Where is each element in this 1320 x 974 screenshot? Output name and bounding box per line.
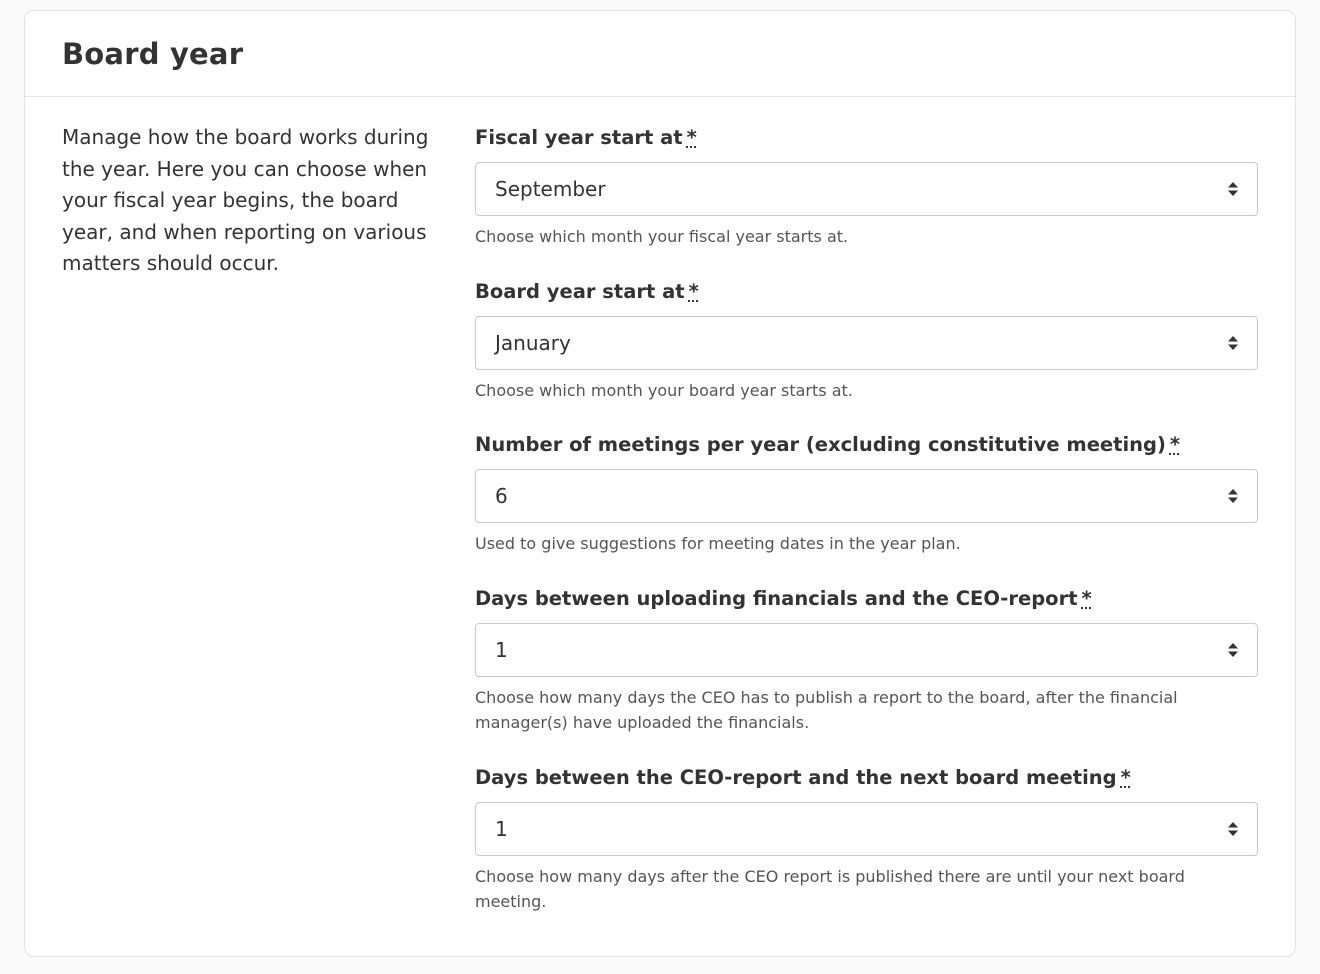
select-value: September	[495, 177, 606, 201]
required-marker: *	[1120, 765, 1131, 789]
financials-to-ceo-report-select[interactable]	[475, 623, 1258, 677]
meetings-per-year-label	[475, 433, 1180, 456]
required-marker: *	[1081, 586, 1092, 610]
settings-form	[475, 97, 1258, 915]
field-label-text: Days between the CEO-report and the next board meeting	[475, 765, 1117, 789]
section-intro: Manage how the board works during the year. Here you can choose when your fiscal year begins, the board year, and when reporting on various matters should occur.	[62, 125, 429, 275]
fiscal-year-start-label	[475, 126, 697, 149]
required-marker: *	[1169, 433, 1181, 456]
select-value: 1	[495, 816, 508, 841]
card-header	[25, 11, 1295, 97]
meetings-per-year-select[interactable]	[475, 469, 1258, 523]
required-marker: *	[686, 126, 697, 149]
field-label-text: Days between uploading financials and the CEO-report	[475, 586, 1078, 610]
select-value: January	[495, 330, 571, 355]
ceo-report-to-meeting-label	[475, 766, 1131, 789]
board-year-start-select[interactable]	[475, 316, 1258, 370]
meetings-per-year-field	[475, 431, 1258, 557]
updown-chevron-icon	[1227, 642, 1239, 658]
updown-chevron-icon	[1227, 181, 1239, 197]
section-title: Board year	[62, 36, 244, 71]
ceo-report-to-meeting-help: Choose how many days after the CEO report is published there are until your next board meeting.	[475, 866, 1185, 911]
ceo-report-to-meeting-field	[475, 764, 1258, 915]
updown-chevron-icon	[1227, 335, 1239, 351]
financials-to-ceo-report-help: Choose how many days the CEO has to publish a report to the board, after the financial manager(s) have uploaded the financials.	[475, 687, 1178, 732]
field-label-text: Number of meetings per year (excluding constitutive meeting)	[475, 433, 1166, 456]
field-label-text: Board year start at	[475, 279, 685, 303]
fiscal-year-start-select[interactable]	[475, 162, 1258, 216]
fiscal-year-start-help: Choose which month your fiscal year starts at.	[475, 227, 849, 246]
financials-to-ceo-report-field	[475, 585, 1258, 736]
board-year-card	[24, 10, 1296, 957]
select-value: 6	[495, 484, 508, 508]
field-label-text: Fiscal year start at	[475, 126, 683, 149]
ceo-report-to-meeting-select[interactable]	[475, 802, 1258, 856]
meetings-per-year-help: Used to give suggestions for meeting dates in the year plan.	[475, 534, 961, 553]
financials-to-ceo-report-label	[475, 587, 1092, 610]
updown-chevron-icon	[1227, 488, 1239, 504]
board-year-start-field	[475, 278, 1258, 404]
fiscal-year-start-field	[475, 124, 1258, 250]
board-year-start-help: Choose which month your board year starts at.	[475, 380, 853, 400]
card-body	[25, 97, 1295, 915]
required-marker: *	[688, 279, 699, 303]
updown-chevron-icon	[1227, 821, 1239, 837]
board-year-start-label	[475, 280, 699, 303]
select-value: 1	[495, 637, 508, 662]
